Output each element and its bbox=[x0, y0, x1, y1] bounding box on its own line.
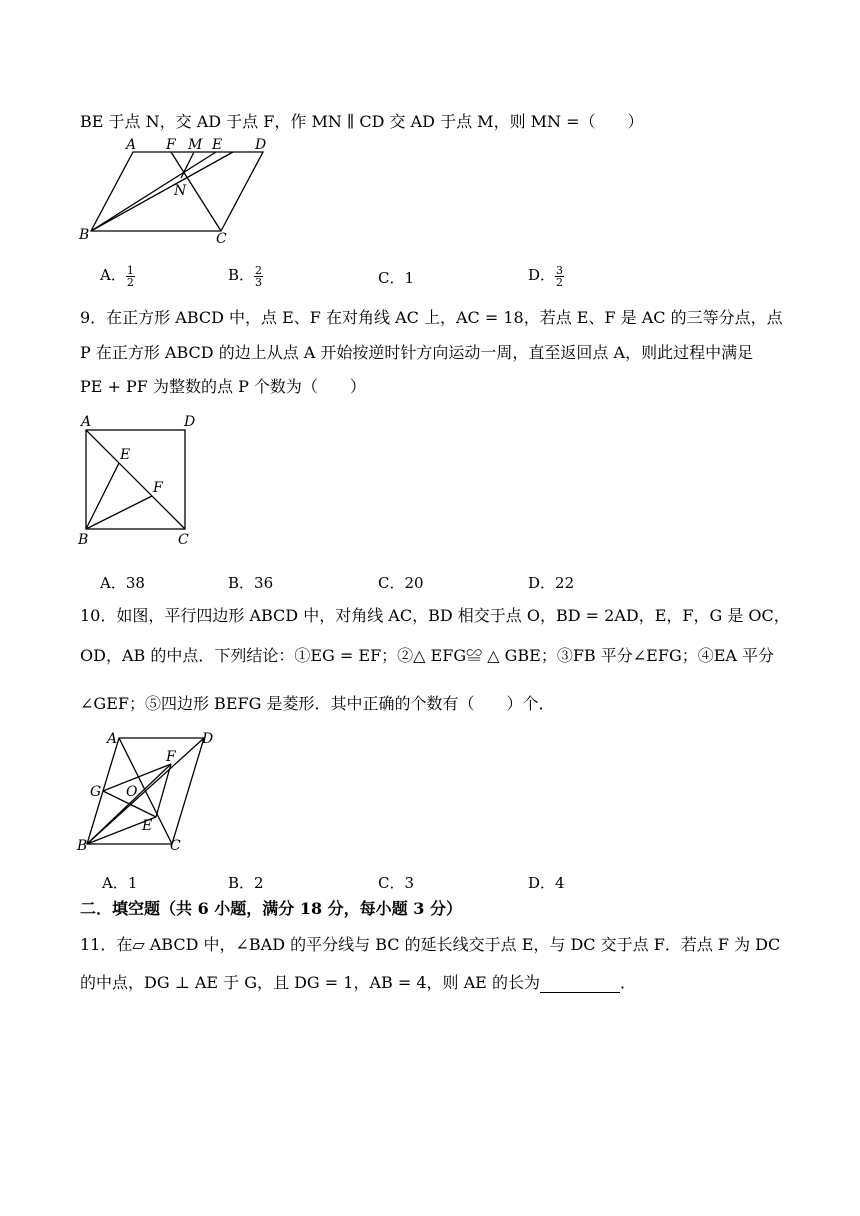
q9-option-d[interactable]: D．22 bbox=[528, 574, 575, 592]
q10-label-o: O bbox=[126, 784, 138, 800]
q11-period: ． bbox=[619, 973, 636, 992]
q9-option-b[interactable]: B．36 bbox=[228, 574, 274, 592]
q10-option-a[interactable]: A．1 bbox=[102, 874, 138, 892]
q9-text-line-2: P 在正方形 ABCD 的边上从点 A 开始按逆时针方向运动一周，直至返回点 A，则此过程中满足 bbox=[80, 343, 754, 362]
q9-label-f: F bbox=[153, 480, 163, 496]
q9-text-line-3: PE + PF 为整数的点 P 个数为（ ） bbox=[80, 377, 366, 396]
q9-option-c[interactable]: C．20 bbox=[378, 574, 424, 592]
q8-label-b: B bbox=[79, 227, 90, 243]
q10-option-b[interactable]: B．2 bbox=[228, 874, 264, 892]
q10-text-line-2: OD，AB 的中点．下列结论：①EG = EF；②△ EFG≌ △ GBE；③FB 平分∠EFG；④EA 平分 bbox=[80, 646, 775, 665]
q8-figure bbox=[78, 138, 278, 250]
q9-figure bbox=[76, 410, 206, 554]
q8-label-d: D bbox=[255, 138, 267, 153]
q10-options bbox=[100, 872, 780, 896]
q8-text-line: BE 于点 N，交 AD 于点 F，作 MN ∥ CD 交 AD 于点 M，则 MN =（ ） bbox=[80, 112, 644, 131]
section-heading: 二．填空题（共 6 小题，满分 18 分，每小题 3 分） bbox=[80, 899, 462, 918]
q8-option-a[interactable]: A． $\frac{1}{2}$ bbox=[100, 263, 134, 289]
q8-label-m: M bbox=[188, 138, 203, 153]
q11-text-line-1: 11．在▱ ABCD 中，∠BAD 的平分线与 BC 的延长线交于点 E，与 DC 交于点 F．若点 F 为 DC bbox=[80, 935, 781, 954]
q8-option-d[interactable]: D． $\frac{3}{2}$ bbox=[528, 263, 564, 289]
q10-label-c: C bbox=[170, 838, 181, 854]
q10-option-d[interactable]: D．4 bbox=[528, 874, 565, 892]
q9-option-a[interactable]: A．38 bbox=[100, 574, 145, 592]
q9-label-a: A bbox=[81, 414, 92, 430]
q10-label-a: A bbox=[107, 731, 118, 747]
q10-label-g: G bbox=[90, 784, 102, 800]
q8-label-c: C bbox=[216, 231, 227, 246]
q10-label-f: F bbox=[166, 749, 176, 765]
q9-label-d: D bbox=[184, 414, 196, 430]
q10-label-e: E bbox=[142, 818, 153, 834]
q10-text-line-3: ∠GEF；⑤四边形 BEFG 是菱形．其中正确的个数有（ ）个． bbox=[80, 694, 555, 713]
q10-label-b: B bbox=[77, 838, 88, 854]
q8-label-f: F bbox=[166, 138, 176, 153]
q11-text-line-2 bbox=[80, 973, 780, 993]
q9-options bbox=[100, 572, 780, 596]
q9-label-e: E bbox=[120, 447, 131, 463]
q10-text-line-1: 10．如图，平行四边形 ABCD 中，对角线 AC，BD 相交于点 O，BD = 2AD，E，F，G 是 OC， bbox=[80, 606, 790, 625]
q9-label-c: C bbox=[178, 532, 189, 548]
q8-options bbox=[100, 264, 780, 288]
q8-option-b[interactable]: B． $\frac{2}{3}$ bbox=[228, 263, 263, 289]
q8-label-a: A bbox=[126, 138, 137, 153]
q8-label-e: E bbox=[212, 138, 223, 153]
q8-option-c[interactable]: C．1 bbox=[378, 269, 415, 287]
q11-answer-blank[interactable] bbox=[540, 976, 620, 993]
q10-figure bbox=[74, 726, 224, 860]
q9-label-b: B bbox=[78, 532, 89, 548]
q8-label-n: N bbox=[174, 183, 187, 199]
q11-text: 的中点，DG ⊥ AE 于 G，且 DG = 1，AB = 4，则 AE 的长为 bbox=[80, 973, 540, 992]
q10-label-d: D bbox=[202, 731, 214, 747]
q9-text-line-1: 9．在正方形 ABCD 中，点 E、F 在对角线 AC 上，AC = 18，若点 E、F 是 AC 的三等分点，点 bbox=[80, 308, 783, 327]
q10-option-c[interactable]: C．3 bbox=[378, 874, 415, 892]
